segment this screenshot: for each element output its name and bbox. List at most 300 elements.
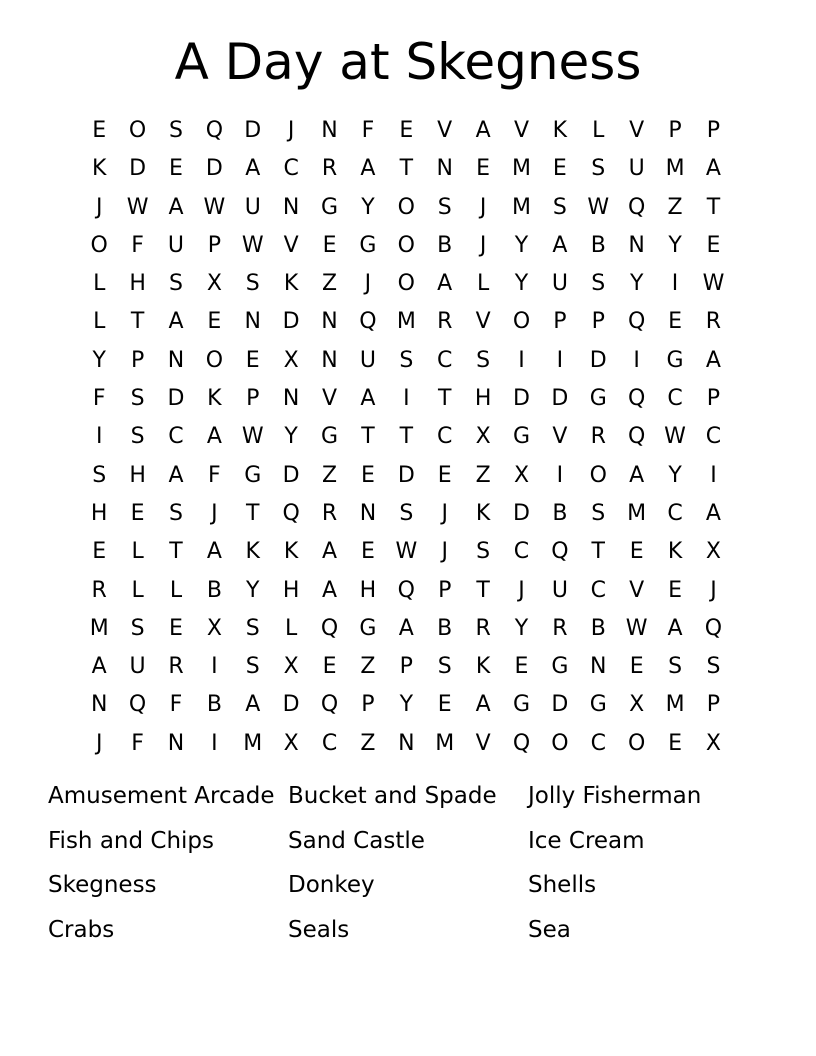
grid-row bbox=[80, 495, 733, 533]
grid-letter: H bbox=[90, 500, 108, 526]
grid-letter: N bbox=[321, 309, 338, 335]
word-list-item: Sand Castle bbox=[288, 827, 425, 854]
grid-letter: K bbox=[475, 654, 491, 680]
grid-letter: E bbox=[322, 654, 337, 680]
grid-letter: S bbox=[591, 271, 606, 297]
grid-letter: S bbox=[245, 271, 260, 297]
grid-letter: W bbox=[625, 615, 648, 641]
grid-letter: G bbox=[512, 692, 531, 718]
grid-letter: D bbox=[244, 118, 262, 143]
grid-letter: E bbox=[629, 654, 644, 680]
grid-letter: A bbox=[245, 692, 261, 718]
grid-letter: S bbox=[437, 194, 452, 220]
grid-letter: Z bbox=[667, 194, 683, 220]
word-list-item: Jolly Fisherman bbox=[528, 783, 702, 809]
grid-letter: I bbox=[710, 462, 717, 488]
grid-letter: R bbox=[321, 156, 338, 182]
grid-letter: I bbox=[211, 654, 218, 680]
grid-letter: F bbox=[208, 462, 221, 488]
grid-letter: D bbox=[551, 386, 569, 412]
grid-letter: V bbox=[475, 309, 491, 335]
grid-letter: P bbox=[668, 118, 682, 143]
grid-row bbox=[80, 265, 733, 303]
grid-letter: Q bbox=[512, 730, 531, 756]
grid-letter: N bbox=[167, 730, 185, 756]
grid-letter: G bbox=[359, 232, 377, 258]
grid-letter: T bbox=[169, 539, 183, 565]
grid-letter: G bbox=[666, 347, 684, 373]
grid-letter: Y bbox=[284, 424, 298, 450]
grid-letter: O bbox=[397, 271, 415, 297]
grid-letter: N bbox=[244, 309, 261, 335]
grid-letter: F bbox=[92, 386, 106, 412]
word-list-item: Crabs bbox=[48, 917, 115, 944]
grid-letter: D bbox=[397, 462, 415, 488]
grid-letter: J bbox=[364, 271, 372, 297]
grid-row bbox=[80, 648, 733, 686]
grid-letter: C bbox=[667, 500, 683, 526]
grid-letter: B bbox=[206, 577, 222, 603]
grid-letter: D bbox=[589, 347, 607, 373]
grid-letter: W bbox=[664, 424, 686, 450]
grid-letter: U bbox=[628, 156, 645, 182]
grid-letter: S bbox=[591, 156, 606, 182]
grid-letter: M bbox=[512, 156, 531, 182]
grid-letter: B bbox=[437, 615, 453, 641]
grid-letter: E bbox=[706, 232, 721, 258]
grid-letter: Q bbox=[628, 309, 646, 335]
grid-letter: V bbox=[629, 118, 645, 143]
grid-letter: H bbox=[359, 577, 377, 603]
grid-letter: H bbox=[129, 462, 146, 488]
grid-letter: A bbox=[322, 577, 338, 603]
grid-letter: X bbox=[206, 615, 222, 641]
grid-letter: W bbox=[395, 539, 418, 565]
grid-letter: P bbox=[706, 692, 721, 718]
grid-letter: N bbox=[282, 386, 300, 412]
grid-letter: X bbox=[206, 271, 222, 297]
grid-letter: C bbox=[321, 730, 338, 756]
grid-letter: O bbox=[589, 462, 607, 488]
grid-letter: S bbox=[476, 347, 491, 373]
word-list-item: Ice Cream bbox=[528, 827, 645, 854]
grid-letter: E bbox=[552, 156, 567, 182]
grid-letter: Y bbox=[361, 194, 375, 220]
grid-letter: J bbox=[518, 577, 525, 603]
grid-letter: J bbox=[441, 500, 448, 526]
grid-letter: Q bbox=[628, 194, 646, 220]
grid-letter: T bbox=[361, 424, 375, 450]
grid-letter: A bbox=[360, 386, 376, 412]
grid-letter: N bbox=[321, 118, 338, 143]
grid-row bbox=[80, 303, 733, 341]
grid-letter: K bbox=[552, 118, 568, 143]
grid-letter: E bbox=[322, 232, 337, 258]
grid-letter: L bbox=[285, 615, 298, 641]
grid-letter: G bbox=[359, 615, 377, 641]
grid-letter: I bbox=[211, 730, 218, 756]
word-list-item: Seals bbox=[288, 917, 350, 944]
grid-letter: N bbox=[590, 654, 607, 680]
grid-letter: E bbox=[92, 118, 107, 143]
word-list-item: Sea bbox=[528, 917, 571, 944]
grid-letter: D bbox=[513, 500, 530, 526]
grid-letter: S bbox=[706, 654, 721, 680]
grid-letter: I bbox=[556, 347, 564, 373]
grid-letter: S bbox=[130, 615, 145, 641]
grid-letter: E bbox=[437, 462, 452, 488]
grid-letter: P bbox=[706, 118, 721, 143]
grid-letter: W bbox=[587, 194, 610, 220]
grid-letter: G bbox=[589, 692, 607, 718]
grid-letter: A bbox=[398, 615, 414, 641]
grid-letter: P bbox=[399, 654, 413, 680]
grid-letter: U bbox=[551, 271, 568, 297]
grid-letter: Q bbox=[359, 309, 377, 335]
grid-letter: Y bbox=[514, 615, 529, 641]
grid-letter: E bbox=[668, 577, 682, 603]
grid-letter: E bbox=[360, 539, 375, 565]
word-list bbox=[48, 778, 768, 957]
word-list-item: Shells bbox=[528, 872, 597, 899]
grid-letter: Y bbox=[629, 271, 644, 297]
grid-letter: I bbox=[518, 347, 525, 373]
grid-letter: L bbox=[93, 309, 106, 335]
grid-letter: X bbox=[513, 462, 530, 488]
grid-letter: Q bbox=[282, 500, 300, 526]
grid-row bbox=[80, 189, 733, 227]
grid-letter: Y bbox=[246, 577, 260, 603]
grid-letter: R bbox=[91, 577, 107, 603]
grid-letter: O bbox=[205, 347, 224, 373]
grid-letter: A bbox=[245, 156, 261, 182]
grid-letter: A bbox=[360, 156, 376, 182]
grid-letter: A bbox=[475, 118, 491, 143]
grid-letter: S bbox=[668, 654, 683, 680]
grid-letter: D bbox=[129, 156, 147, 182]
grid-letter: X bbox=[475, 424, 491, 450]
grid-letter: K bbox=[245, 539, 260, 565]
grid-row bbox=[80, 533, 733, 571]
grid-letter: O bbox=[397, 194, 415, 220]
grid-letter: Z bbox=[475, 462, 491, 488]
grid-letter: N bbox=[282, 194, 300, 220]
grid-letter: X bbox=[705, 539, 721, 565]
grid-letter: Y bbox=[668, 462, 682, 488]
grid-row bbox=[80, 457, 733, 495]
grid-letter: L bbox=[93, 271, 106, 297]
grid-letter: K bbox=[475, 500, 491, 526]
grid-letter: S bbox=[245, 654, 260, 680]
grid-letter: M bbox=[627, 500, 647, 526]
grid-letter: C bbox=[590, 577, 606, 603]
grid-letter: G bbox=[589, 386, 607, 412]
grid-letter: P bbox=[130, 347, 145, 373]
grid-row bbox=[80, 610, 733, 648]
grid-letter: T bbox=[476, 577, 490, 603]
grid-letter: S bbox=[399, 347, 414, 373]
grid-letter: S bbox=[591, 500, 606, 526]
grid-letter: E bbox=[668, 730, 682, 756]
grid-letter: Y bbox=[514, 232, 529, 258]
grid-letter: D bbox=[205, 156, 223, 182]
grid-letter: B bbox=[437, 232, 453, 258]
grid-letter: Q bbox=[704, 615, 723, 641]
grid-letter: O bbox=[90, 232, 108, 258]
grid-letter: I bbox=[671, 271, 679, 297]
grid-letter: Z bbox=[322, 271, 338, 297]
grid-letter: A bbox=[705, 347, 721, 373]
grid-letter: T bbox=[399, 424, 414, 450]
grid-letter: L bbox=[131, 539, 144, 565]
grid-letter: Z bbox=[360, 730, 376, 756]
grid-letter: D bbox=[551, 692, 569, 718]
grid-letter: E bbox=[360, 462, 375, 488]
grid-letter: H bbox=[129, 271, 146, 297]
grid-letter: M bbox=[665, 692, 685, 718]
grid-letter: E bbox=[514, 654, 529, 680]
grid-letter: R bbox=[321, 500, 338, 526]
grid-letter: P bbox=[246, 386, 260, 412]
grid-letter: Z bbox=[322, 462, 338, 488]
grid-letter: J bbox=[211, 500, 218, 526]
letter-grid bbox=[80, 112, 733, 763]
grid-letter: D bbox=[513, 386, 530, 412]
grid-letter: H bbox=[282, 577, 300, 603]
grid-letter: X bbox=[705, 730, 721, 756]
grid-letter: U bbox=[167, 232, 185, 258]
grid-letter: Q bbox=[205, 118, 224, 143]
grid-letter: V bbox=[629, 577, 645, 603]
grid-letter: S bbox=[168, 500, 183, 526]
grid-letter: M bbox=[435, 730, 455, 756]
grid-letter: A bbox=[667, 615, 683, 641]
grid-letter: W bbox=[702, 271, 725, 297]
grid-letter: V bbox=[513, 118, 530, 143]
grid-letter: M bbox=[512, 194, 531, 220]
grid-row bbox=[80, 572, 733, 610]
grid-letter: E bbox=[399, 118, 414, 143]
grid-letter: I bbox=[403, 386, 410, 412]
grid-letter: B bbox=[590, 615, 606, 641]
grid-letter: A bbox=[629, 462, 645, 488]
word-list-item: Skegness bbox=[48, 872, 157, 899]
grid-letter: W bbox=[241, 424, 264, 450]
grid-letter: S bbox=[168, 271, 183, 297]
grid-letter: B bbox=[552, 500, 568, 526]
grid-letter: T bbox=[246, 500, 260, 526]
grid-letter: X bbox=[629, 692, 645, 718]
grid-letter: J bbox=[441, 539, 448, 565]
grid-letter: S bbox=[399, 500, 414, 526]
grid-letter: L bbox=[476, 271, 490, 297]
grid-letter: U bbox=[244, 194, 261, 220]
word-list-item: Fish and Chips bbox=[48, 827, 215, 854]
grid-letter: E bbox=[476, 156, 491, 182]
grid-letter: T bbox=[130, 309, 145, 335]
grid-letter: U bbox=[359, 347, 376, 373]
grid-letter: S bbox=[476, 539, 491, 565]
grid-letter: Q bbox=[320, 692, 339, 718]
grid-letter: A bbox=[91, 654, 107, 680]
grid-letter: X bbox=[283, 730, 299, 756]
grid-letter: I bbox=[633, 347, 640, 373]
grid-letter: K bbox=[667, 539, 683, 565]
grid-row bbox=[80, 380, 733, 418]
grid-row bbox=[80, 725, 733, 763]
grid-letter: D bbox=[167, 386, 185, 412]
grid-letter: G bbox=[321, 424, 339, 450]
grid-letter: P bbox=[361, 692, 375, 718]
grid-letter: S bbox=[130, 424, 145, 450]
grid-letter: A bbox=[552, 232, 568, 258]
grid-letter: C bbox=[590, 730, 606, 756]
grid-letter: J bbox=[95, 194, 103, 220]
grid-letter: M bbox=[396, 309, 416, 335]
grid-letter: S bbox=[437, 654, 452, 680]
grid-letter: G bbox=[321, 194, 339, 220]
grid-letter: J bbox=[287, 118, 295, 143]
grid-letter: X bbox=[283, 654, 299, 680]
grid-letter: V bbox=[475, 730, 491, 756]
grid-letter: S bbox=[168, 118, 183, 143]
grid-letter: U bbox=[551, 577, 568, 603]
grid-letter: F bbox=[361, 118, 375, 143]
grid-letter: I bbox=[95, 424, 103, 450]
grid-letter: E bbox=[245, 347, 260, 373]
grid-letter: E bbox=[629, 539, 644, 565]
grid-letter: X bbox=[283, 347, 299, 373]
grid-letter: P bbox=[706, 386, 721, 412]
grid-letter: N bbox=[628, 232, 645, 258]
grid-letter: W bbox=[203, 194, 226, 220]
grid-letter: T bbox=[591, 539, 605, 565]
grid-letter: A bbox=[475, 692, 491, 718]
grid-letter: A bbox=[168, 194, 184, 220]
page-title: A Day at Skegness bbox=[174, 33, 642, 91]
grid-row bbox=[80, 227, 733, 265]
grid-letter: E bbox=[668, 309, 682, 335]
grid-letter: S bbox=[92, 462, 107, 488]
grid-letter: R bbox=[552, 615, 568, 641]
grid-letter: M bbox=[89, 615, 109, 641]
grid-letter: R bbox=[437, 309, 453, 335]
grid-letter: Y bbox=[92, 347, 106, 373]
grid-letter: Q bbox=[551, 539, 569, 565]
grid-letter: G bbox=[551, 654, 569, 680]
grid-letter: A bbox=[168, 462, 184, 488]
grid-letter: Y bbox=[399, 692, 414, 718]
grid-letter: C bbox=[168, 424, 184, 450]
grid-letter: R bbox=[168, 654, 184, 680]
grid-letter: S bbox=[130, 386, 145, 412]
grid-letter: D bbox=[282, 309, 300, 335]
grid-row bbox=[80, 112, 733, 150]
grid-letter: D bbox=[282, 462, 300, 488]
grid-letter: N bbox=[359, 500, 377, 526]
grid-letter: T bbox=[437, 386, 452, 412]
grid-letter: Y bbox=[668, 232, 682, 258]
grid-letter: C bbox=[437, 424, 453, 450]
grid-row bbox=[80, 342, 733, 380]
grid-letter: C bbox=[513, 539, 530, 565]
grid-letter: V bbox=[283, 232, 299, 258]
grid-letter: A bbox=[322, 539, 338, 565]
grid-letter: B bbox=[206, 692, 222, 718]
grid-letter: D bbox=[282, 692, 300, 718]
grid-letter: J bbox=[479, 232, 487, 258]
grid-letter: B bbox=[590, 232, 606, 258]
grid-letter: E bbox=[130, 500, 145, 526]
word-list-item: Amusement Arcade bbox=[48, 783, 275, 809]
grid-letter: L bbox=[592, 118, 605, 143]
grid-letter: K bbox=[283, 271, 299, 297]
grid-letter: C bbox=[667, 386, 683, 412]
grid-letter: S bbox=[552, 194, 567, 220]
grid-row bbox=[80, 686, 733, 724]
grid-letter: G bbox=[512, 424, 531, 450]
grid-letter: E bbox=[169, 615, 183, 641]
grid-letter: J bbox=[95, 730, 103, 756]
grid-letter: U bbox=[129, 654, 146, 680]
grid-letter: A bbox=[168, 309, 184, 335]
grid-letter: A bbox=[206, 539, 222, 565]
grid-letter: A bbox=[705, 500, 721, 526]
grid-letter: O bbox=[397, 232, 415, 258]
grid-letter: H bbox=[474, 386, 492, 412]
grid-letter: W bbox=[241, 232, 264, 258]
grid-letter: O bbox=[628, 730, 646, 756]
grid-letter: K bbox=[283, 539, 299, 565]
grid-letter: R bbox=[475, 615, 491, 641]
grid-letter: T bbox=[399, 156, 414, 182]
grid-letter: A bbox=[206, 424, 222, 450]
grid-letter: S bbox=[245, 615, 260, 641]
grid-letter: J bbox=[710, 577, 717, 603]
grid-letter: N bbox=[167, 347, 185, 373]
grid-letter: P bbox=[553, 309, 567, 335]
grid-letter: N bbox=[436, 156, 453, 182]
grid-letter: R bbox=[590, 424, 606, 450]
grid-letter: A bbox=[705, 156, 721, 182]
word-list-item: Bucket and Spade bbox=[288, 783, 497, 809]
grid-letter: T bbox=[706, 194, 721, 220]
grid-letter: W bbox=[126, 194, 149, 220]
word-list-item: Donkey bbox=[288, 872, 375, 899]
grid-letter: M bbox=[243, 730, 263, 756]
grid-letter: R bbox=[705, 309, 722, 335]
grid-letter: E bbox=[169, 156, 183, 182]
grid-letter: J bbox=[479, 194, 487, 220]
grid-letter: Q bbox=[320, 615, 339, 641]
grid-letter: E bbox=[437, 692, 452, 718]
grid-letter: K bbox=[207, 386, 222, 412]
grid-row bbox=[80, 418, 733, 456]
grid-letter: O bbox=[512, 309, 531, 335]
grid-letter: Y bbox=[514, 271, 529, 297]
grid-letter: G bbox=[244, 462, 262, 488]
grid-letter: Z bbox=[360, 654, 376, 680]
grid-letter: Q bbox=[397, 577, 415, 603]
grid-letter: K bbox=[91, 156, 107, 182]
grid-letter: P bbox=[591, 309, 605, 335]
grid-letter: E bbox=[207, 309, 222, 335]
grid-letter: N bbox=[398, 730, 415, 756]
grid-letter: Q bbox=[128, 692, 147, 718]
grid-letter: V bbox=[552, 424, 568, 450]
grid-letter: L bbox=[131, 577, 144, 603]
grid-letter: V bbox=[322, 386, 338, 412]
